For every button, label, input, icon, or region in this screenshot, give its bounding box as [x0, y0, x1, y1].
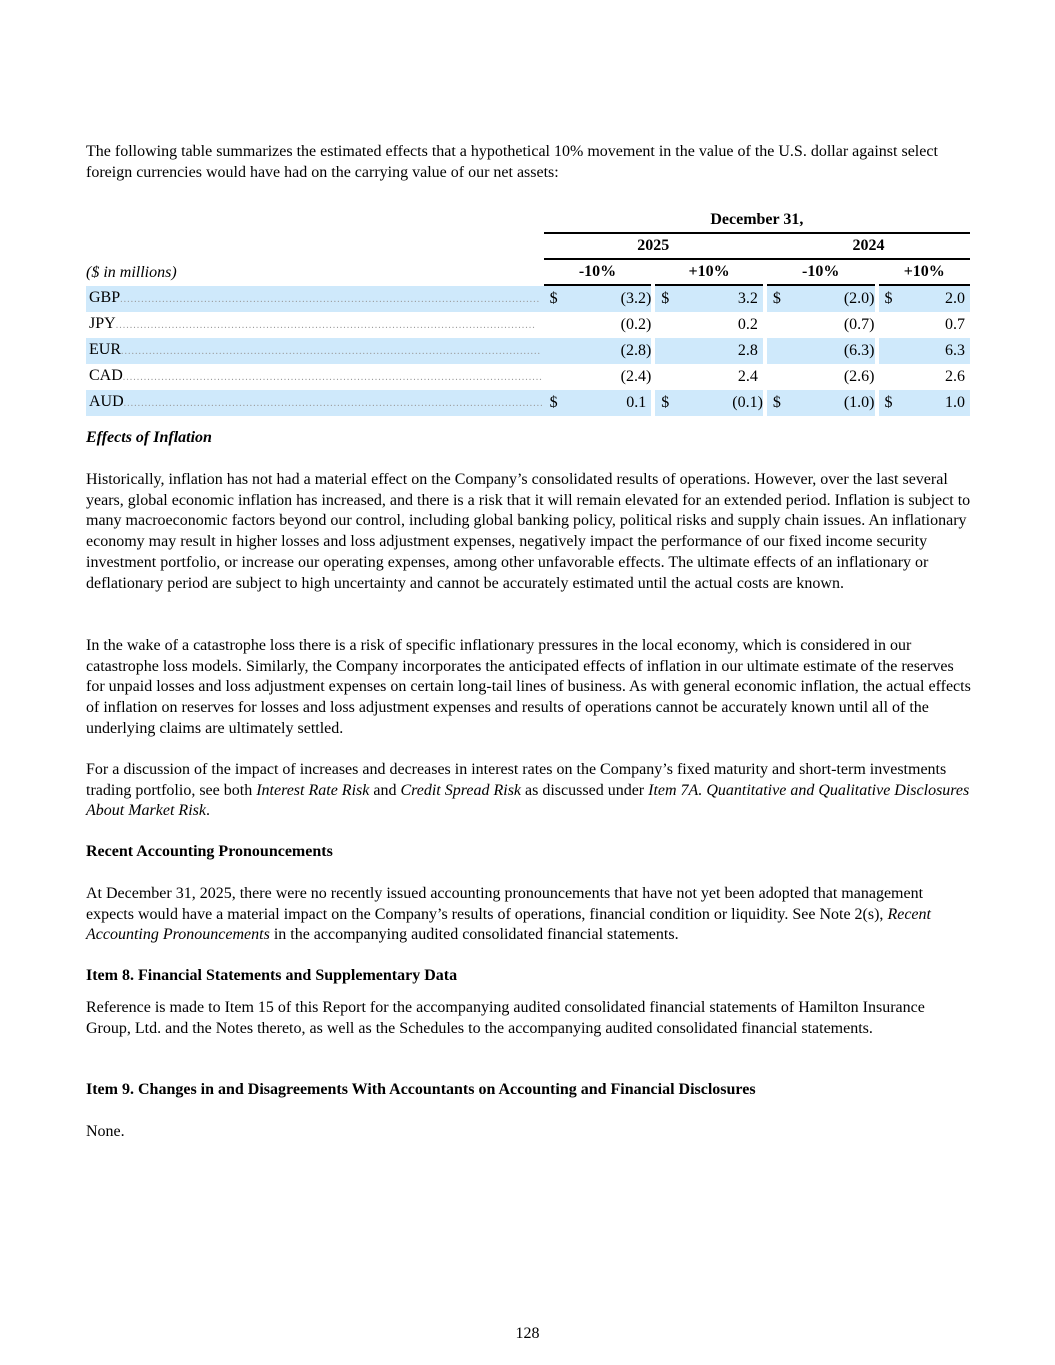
- header-december: December 31,: [544, 208, 970, 234]
- cell-value: (0.7): [843, 316, 875, 333]
- currency-symbol: [655, 338, 675, 364]
- currency-symbol: [767, 364, 787, 390]
- leader-dots: ........................................................................................................................: [123, 398, 544, 409]
- recent-pronouncements-heading: Recent Accounting Pronouncements: [86, 843, 333, 860]
- currency-symbol: $: [879, 390, 899, 416]
- row-label: CAD: [89, 367, 123, 384]
- currency-symbol: $: [655, 286, 675, 312]
- header-year-2025: 2025: [544, 234, 763, 260]
- row-label: GBP: [89, 289, 121, 306]
- cell-value: 6.3: [899, 338, 971, 364]
- fx-sensitivity-table: [86, 208, 970, 416]
- cell-value: (6.3): [787, 338, 875, 364]
- currency-symbol: [767, 338, 787, 364]
- cell-value: 0.2: [737, 316, 758, 333]
- currency-symbol: [544, 364, 564, 390]
- pronouncements-paragraph: At December 31, 2025, there were no recently issued accounting pronouncements that have not yet been adopted that management expects would have a material impact on the Company’s results of operations, financial condition or liquidity. See Note 2(s), Recent Accounting Pronouncements in the accompanying audited consolidated financial statements.: [86, 885, 931, 944]
- table-row: [86, 286, 970, 312]
- leader-dots: ........................................................................................................................: [122, 372, 543, 383]
- item-9-paragraph: None.: [86, 1123, 125, 1140]
- currency-symbol: [544, 338, 564, 364]
- leader-dots: ........................................................................................................................: [115, 320, 536, 331]
- cell-value: (2.8): [564, 338, 652, 364]
- currency-symbol: $: [655, 390, 675, 416]
- cell-value: 2.6: [945, 368, 965, 385]
- cell-value: (3.2): [564, 286, 652, 312]
- item-7a-ref: Item 7A. Quantitative and Qualitative Disclosures About Market Risk: [86, 781, 970, 820]
- currency-symbol: [879, 338, 899, 364]
- cell-value: (1.0): [787, 390, 875, 416]
- row-label: JPY: [89, 315, 116, 332]
- cell-value: 1.0: [899, 390, 971, 416]
- row-label: EUR: [89, 341, 121, 358]
- inflation-paragraph-1: Historically, inflation has not had a material effect on the Company’s consolidated results of operations. However, over the last several years, global economic inflation has increased, and there is a risk that it will remain elevated for an extended period. Inflation is subject to many macroeconomic factors beyond our control, including global banking policy, political risks and supply chain issues. An inflationary economy may result in higher losses and loss adjustment expenses, negatively impact the performance of our fixed income security investment portfolio, or increase our operating expenses, among other unfavorable effects. The ultimate effects of an inflationary or deflationary period are subject to high uncertainty and cannot be accurately estimated until the actual costs are known.: [86, 471, 971, 592]
- note-ref: Recent Accounting Pronouncements: [86, 905, 931, 944]
- item-9-heading: Item 9. Changes in and Disagreements With Accountants on Accounting and Financial Disclosures: [86, 1081, 756, 1098]
- cell-value: (0.1): [675, 390, 763, 416]
- col-header: -10%: [767, 260, 875, 286]
- cell-value: (2.6): [843, 368, 875, 385]
- currency-symbol: $: [879, 286, 899, 312]
- cell-value: (2.4): [620, 368, 652, 385]
- item-8-paragraph: Reference is made to Item 15 of this Report for the accompanying audited consolidated financial statements of Hamilton Insurance Group, Ltd. and the Notes thereto, as well as the Schedules to the accompanying audited consolidated financial statements.: [86, 999, 925, 1037]
- table-row: [86, 364, 970, 390]
- cell-value: (2.0): [787, 286, 875, 312]
- table-row: [86, 312, 970, 338]
- cell-value: 0.7: [945, 316, 965, 333]
- interest-rate-risk-ref: Interest Rate Risk: [256, 781, 370, 799]
- currency-symbol: $: [767, 286, 787, 312]
- col-header: -10%: [544, 260, 652, 286]
- table-row: [86, 390, 970, 416]
- currency-symbol: $: [544, 286, 564, 312]
- col-header: +10%: [655, 260, 763, 286]
- unit-label: ($ in millions): [86, 264, 177, 281]
- row-label: AUD: [89, 393, 124, 410]
- currency-symbol: [655, 364, 675, 390]
- cell-value: 2.4: [737, 368, 758, 385]
- currency-symbol: $: [544, 390, 564, 416]
- header-year-2024: 2024: [767, 234, 970, 260]
- col-header: +10%: [879, 260, 971, 286]
- table-row: [86, 338, 970, 364]
- cell-value: 2.8: [675, 338, 763, 364]
- currency-symbol: $: [767, 390, 787, 416]
- inflation-paragraph-2: In the wake of a catastrophe loss there is a risk of specific inflationary pressures in the local economy, which is considered in our catastrophe loss models. Similarly, the Company incorporates the anticipated effects of inflation in our ultimate estimate of the reserves for unpaid losses and loss adjustment expenses on certain long-tail lines of business. As with general economic inflation, the actual effects of inflation on reserves for losses and loss adjustment expenses and results of operations cannot be accurately known until all of the underlying claims are ultimately settled.: [86, 637, 971, 737]
- intro-paragraph: The following table summarizes the estimated effects that a hypothetical 10% movement in the value of the U.S. dollar against select foreign currencies would have had on the carrying value of our net assets:: [86, 143, 938, 181]
- item-8-heading: Item 8. Financial Statements and Supplementary Data: [86, 967, 458, 984]
- currency-symbol: [544, 312, 564, 338]
- currency-symbol: [879, 312, 899, 338]
- inflation-heading: Effects of Inflation: [86, 429, 212, 446]
- currency-symbol: [655, 312, 675, 338]
- page-number: 128: [515, 1325, 540, 1342]
- cell-value: 2.0: [899, 286, 971, 312]
- cell-value: 3.2: [675, 286, 763, 312]
- interest-rate-paragraph: For a discussion of the impact of increases and decreases in interest rates on the Company’s fixed maturity and short-term investments trading portfolio, see both Interest Rate Risk and Credit Spread Risk as discussed under Item 7A. Quantitative and Qualitative Disclosures About Market Risk.: [86, 761, 970, 820]
- leader-dots: ........................................................................................................................: [120, 294, 541, 305]
- leader-dots: ........................................................................................................................: [121, 346, 541, 357]
- currency-symbol: [767, 312, 787, 338]
- credit-spread-risk-ref: Credit Spread Risk: [400, 781, 522, 799]
- cell-value: 0.1: [564, 390, 652, 416]
- currency-symbol: [879, 364, 899, 390]
- cell-value: (0.2): [620, 316, 652, 333]
